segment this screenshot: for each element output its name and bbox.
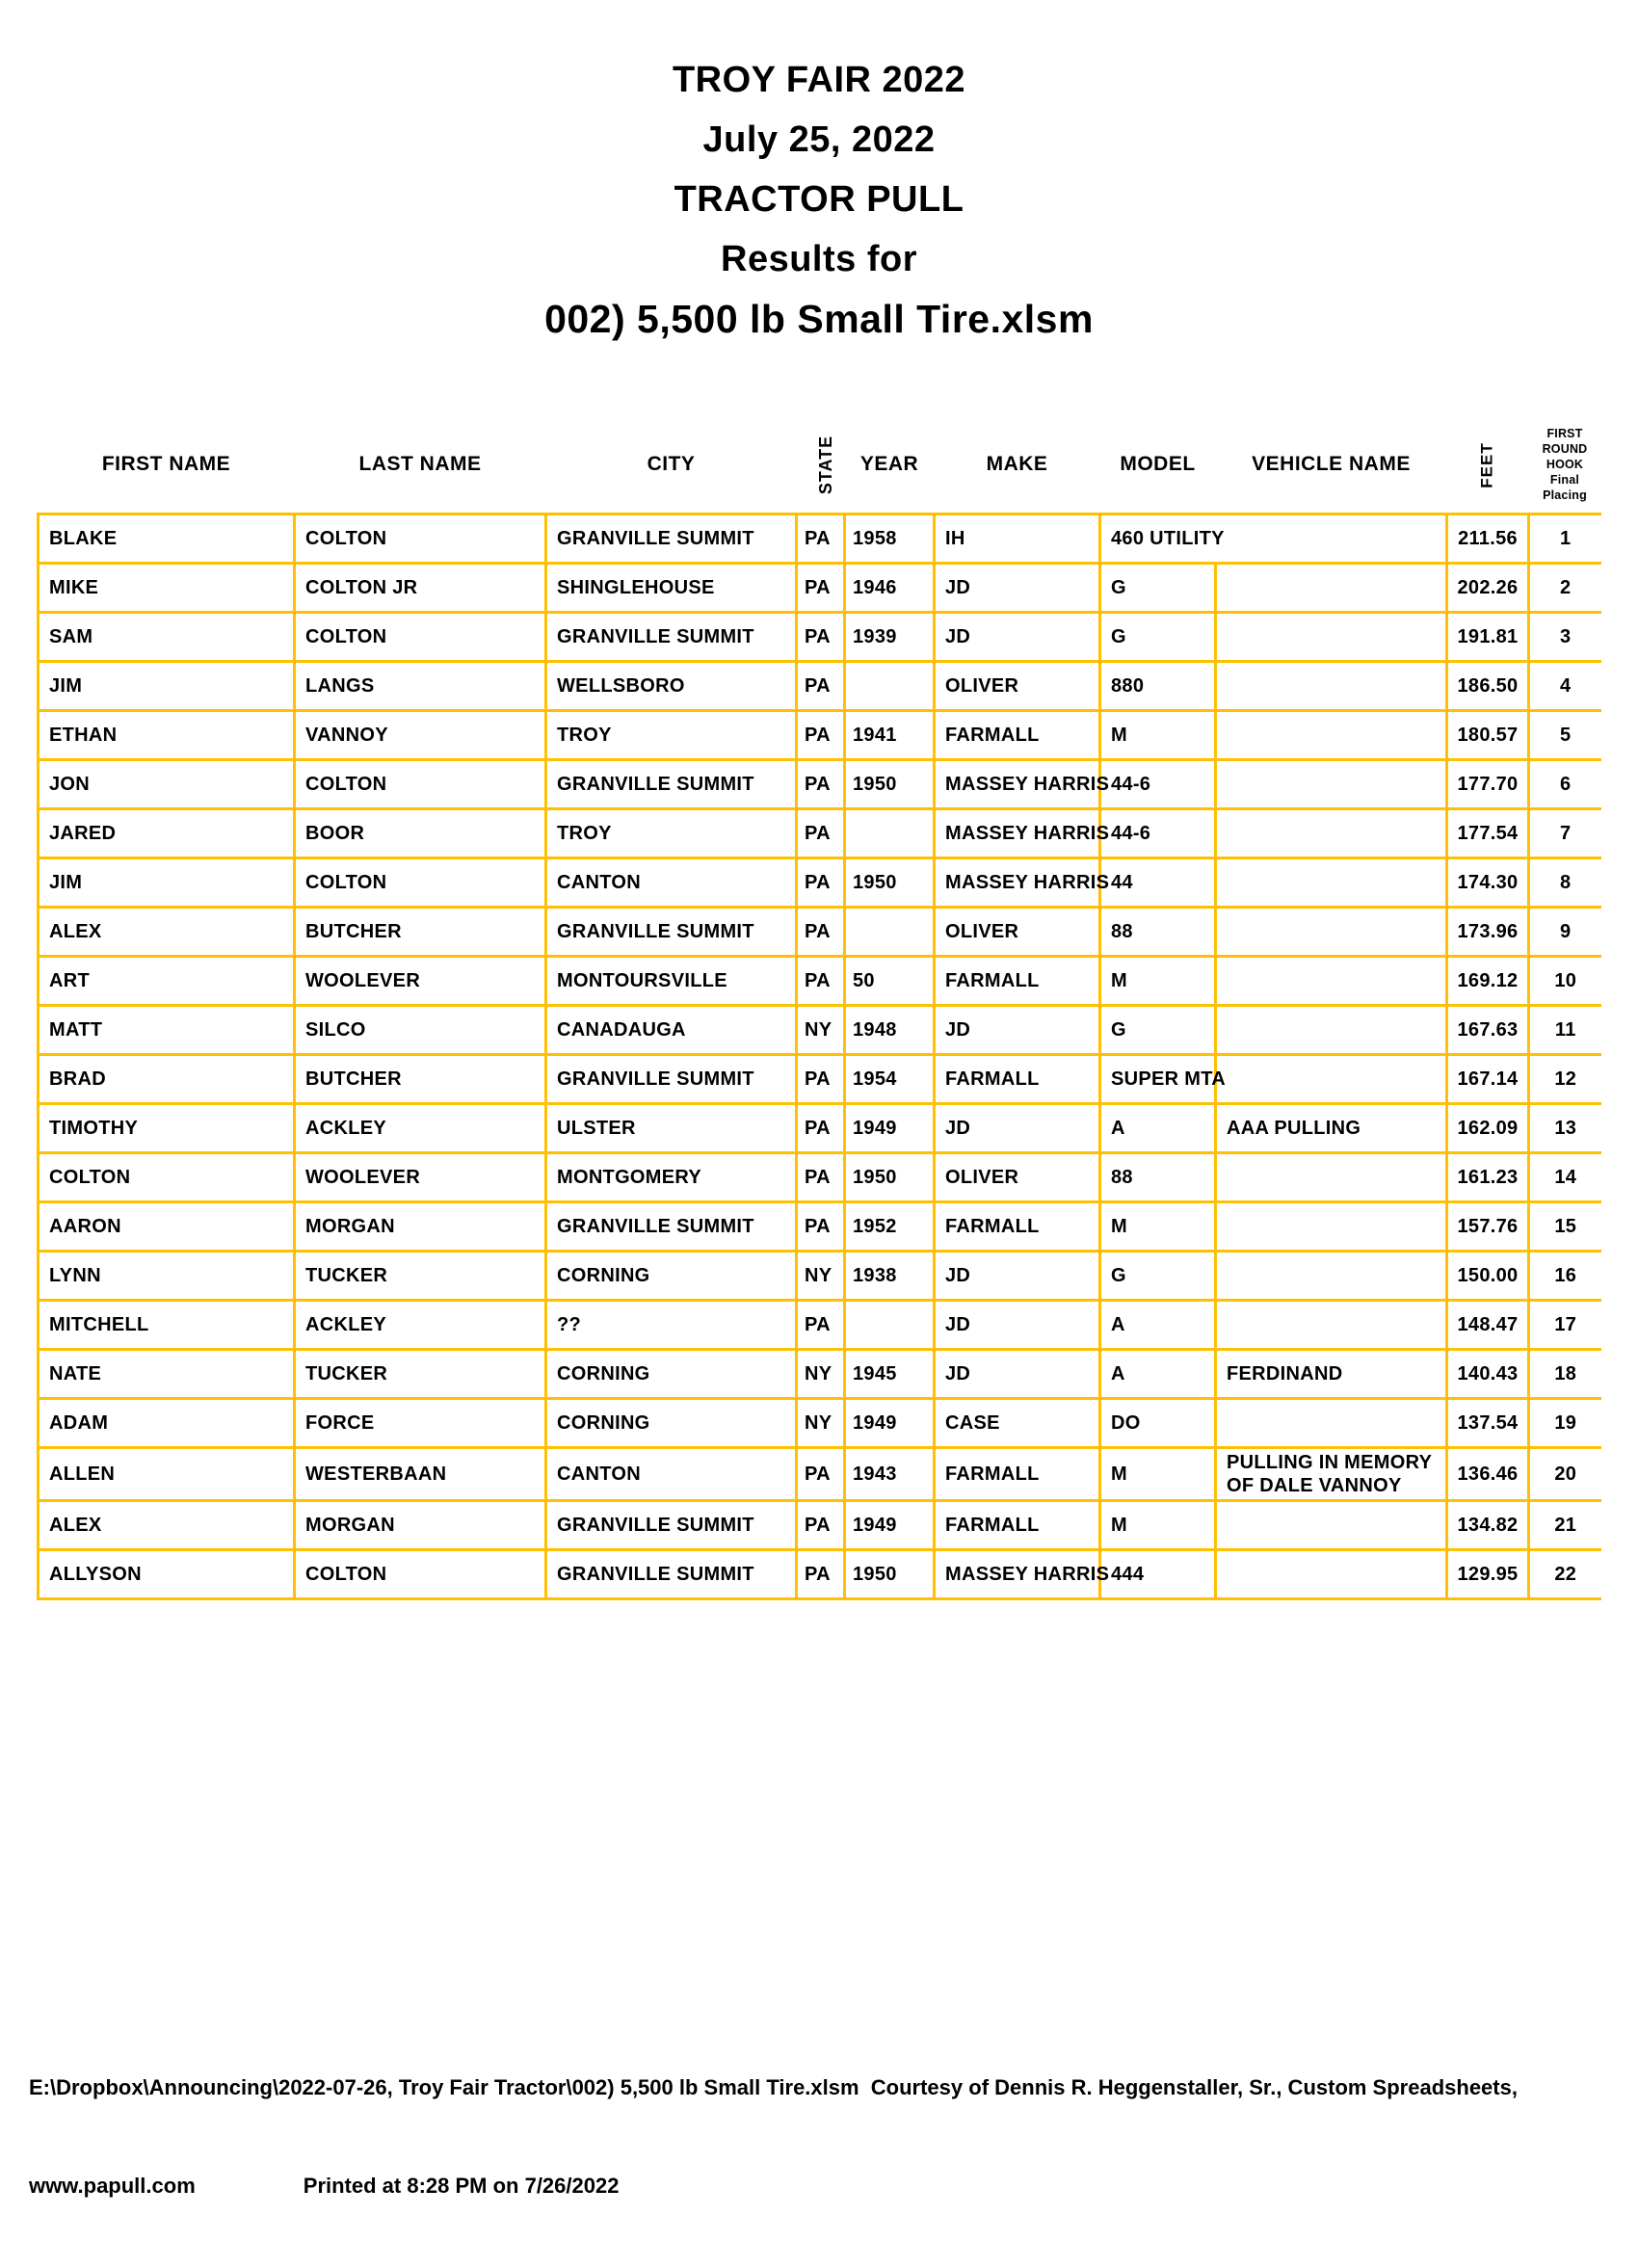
cell-model: 44-6 [1100, 760, 1216, 809]
cell-last: WOOLEVER [295, 957, 546, 1006]
results-table-wrap [37, 416, 1601, 1600]
cell-vehicle [1216, 1501, 1447, 1550]
cell-state: PA [797, 858, 845, 908]
cell-city: GRANVILLE SUMMIT [546, 1501, 797, 1550]
title-class-file: 002) 5,500 lb Small Tire.xlsm [544, 297, 1094, 341]
title-block [0, 50, 1638, 349]
cell-make: FARMALL [935, 1501, 1100, 1550]
cell-place: 22 [1529, 1550, 1601, 1599]
cell-feet: 162.09 [1447, 1104, 1529, 1153]
title-category: TRACTOR PULL [674, 179, 964, 220]
cell-city: GRANVILLE SUMMIT [546, 514, 797, 564]
cell-feet: 167.14 [1447, 1055, 1529, 1104]
cell-make: FARMALL [935, 1448, 1100, 1501]
cell-city: CANTON [546, 858, 797, 908]
cell-last: WOOLEVER [295, 1153, 546, 1202]
cell-model: M [1100, 1501, 1216, 1550]
cell-state: PA [797, 908, 845, 957]
cell-place: 16 [1529, 1252, 1601, 1301]
cell-make: OLIVER [935, 1153, 1100, 1202]
cell-make: FARMALL [935, 957, 1100, 1006]
cell-vehicle [1216, 1399, 1447, 1448]
cell-year: 50 [845, 957, 935, 1006]
cell-year [845, 908, 935, 957]
cell-make: MASSEY HARRIS [935, 809, 1100, 858]
cell-state: PA [797, 760, 845, 809]
cell-city: GRANVILLE SUMMIT [546, 760, 797, 809]
cell-place: 17 [1529, 1301, 1601, 1350]
cell-feet: 191.81 [1447, 613, 1529, 662]
cell-make: OLIVER [935, 662, 1100, 711]
cell-make: IH [935, 514, 1100, 564]
cell-place: 6 [1529, 760, 1601, 809]
col-header-vehicle-name: VEHICLE NAME [1252, 453, 1411, 475]
cell-year: 1941 [845, 711, 935, 760]
state-vertical-label: STATE [815, 435, 835, 495]
cell-vehicle [1216, 957, 1447, 1006]
cell-first: ALLYSON [39, 1550, 295, 1599]
cell-state: PA [797, 1448, 845, 1501]
cell-model: SUPER MTA [1100, 1055, 1216, 1104]
cell-last: COLTON [295, 858, 546, 908]
cell-first: JARED [39, 809, 295, 858]
cell-year: 1950 [845, 1153, 935, 1202]
cell-last: VANNOY [295, 711, 546, 760]
cell-state: NY [797, 1252, 845, 1301]
cell-model: 88 [1100, 1153, 1216, 1202]
table-row [39, 957, 1601, 1006]
cell-place: 21 [1529, 1501, 1601, 1550]
col-header-model: MODEL [1120, 453, 1196, 475]
cell-first: JIM [39, 662, 295, 711]
cell-year: 1952 [845, 1202, 935, 1252]
cell-last: FORCE [295, 1399, 546, 1448]
cell-last: TUCKER [295, 1350, 546, 1399]
cell-feet: 161.23 [1447, 1153, 1529, 1202]
cell-first: AARON [39, 1202, 295, 1252]
cell-first: ART [39, 957, 295, 1006]
cell-year [845, 1301, 935, 1350]
cell-place: 15 [1529, 1202, 1601, 1252]
cell-city: SHINGLEHOUSE [546, 564, 797, 613]
cell-place: 18 [1529, 1350, 1601, 1399]
cell-feet: 148.47 [1447, 1301, 1529, 1350]
cell-model: 44 [1100, 858, 1216, 908]
cell-vehicle [1216, 858, 1447, 908]
cell-vehicle [1216, 613, 1447, 662]
cell-vehicle [1216, 711, 1447, 760]
cell-last: COLTON [295, 1550, 546, 1599]
footer-website: www.papull.com [29, 2174, 196, 2198]
feet-vertical-label: FEET [1477, 442, 1496, 488]
col-header-year: YEAR [859, 453, 919, 475]
cell-place: 9 [1529, 908, 1601, 957]
cell-vehicle [1216, 564, 1447, 613]
cell-vehicle [1216, 1202, 1447, 1252]
cell-year: 1949 [845, 1104, 935, 1153]
cell-year: 1950 [845, 1550, 935, 1599]
table-row [39, 514, 1601, 564]
cell-year: 1949 [845, 1399, 935, 1448]
cell-model: DO [1100, 1399, 1216, 1448]
cell-make: JD [935, 1301, 1100, 1350]
cell-last: COLTON [295, 613, 546, 662]
col-header-make: MAKE [986, 453, 1048, 475]
cell-vehicle [1216, 1252, 1447, 1301]
footer-file-path: E:\Dropbox\Announcing\2022-07-26, Troy Fair Tractor\002) 5,500 lb Small Tire.xlsm Courtesy of Dennis R. Heggenstaller, Sr., Custom Spreadsheets, [29, 2075, 1518, 2099]
cell-last: TUCKER [295, 1252, 546, 1301]
table-row [39, 1501, 1601, 1550]
cell-last: MORGAN [295, 1501, 546, 1550]
cell-year: 1954 [845, 1055, 935, 1104]
cell-model: A [1100, 1350, 1216, 1399]
cell-city: CORNING [546, 1252, 797, 1301]
cell-place: 11 [1529, 1006, 1601, 1055]
table-row [39, 613, 1601, 662]
col-header-state [797, 416, 845, 514]
cell-year: 1938 [845, 1252, 935, 1301]
cell-first: ALLEN [39, 1448, 295, 1501]
cell-model: G [1100, 564, 1216, 613]
cell-first: MITCHELL [39, 1301, 295, 1350]
cell-state: PA [797, 1153, 845, 1202]
cell-state: PA [797, 809, 845, 858]
cell-city: TROY [546, 711, 797, 760]
cell-city: MONTGOMERY [546, 1153, 797, 1202]
table-row [39, 760, 1601, 809]
cell-first: BLAKE [39, 514, 295, 564]
cell-feet: 211.56 [1447, 514, 1529, 564]
footer-printed-at: Printed at 8:28 PM on 7/26/2022 [303, 2174, 620, 2198]
footer [29, 2006, 1619, 2268]
cell-place: 3 [1529, 613, 1601, 662]
cell-first: JON [39, 760, 295, 809]
placing-header-line2: HOOK [1546, 458, 1584, 471]
cell-make: FARMALL [935, 711, 1100, 760]
cell-vehicle: AAA PULLING [1216, 1104, 1447, 1153]
cell-model: 88 [1100, 908, 1216, 957]
col-header-placing [1529, 416, 1601, 514]
cell-place: 8 [1529, 858, 1601, 908]
cell-first: ALEX [39, 908, 295, 957]
cell-make: CASE [935, 1399, 1100, 1448]
cell-city: ?? [546, 1301, 797, 1350]
cell-model: 880 [1100, 662, 1216, 711]
cell-first: SAM [39, 613, 295, 662]
cell-state: PA [797, 514, 845, 564]
cell-vehicle [1216, 1301, 1447, 1350]
table-row [39, 1448, 1601, 1501]
table-row [39, 1252, 1601, 1301]
cell-first: BRAD [39, 1055, 295, 1104]
cell-city: GRANVILLE SUMMIT [546, 613, 797, 662]
cell-city: CORNING [546, 1350, 797, 1399]
cell-year [845, 662, 935, 711]
cell-vehicle [1216, 1153, 1447, 1202]
table-row [39, 1055, 1601, 1104]
table-row [39, 1104, 1601, 1153]
cell-feet: 169.12 [1447, 957, 1529, 1006]
cell-last: COLTON [295, 514, 546, 564]
cell-make: OLIVER [935, 908, 1100, 957]
cell-model: A [1100, 1104, 1216, 1153]
cell-model: 460 UTILITY [1100, 514, 1447, 564]
cell-model: M [1100, 1202, 1216, 1252]
cell-vehicle [1216, 760, 1447, 809]
cell-year: 1939 [845, 613, 935, 662]
cell-year: 1945 [845, 1350, 935, 1399]
cell-first: LYNN [39, 1252, 295, 1301]
cell-year: 1950 [845, 760, 935, 809]
table-row [39, 662, 1601, 711]
header-row [39, 416, 1601, 514]
cell-feet: 134.82 [1447, 1501, 1529, 1550]
cell-feet: 180.57 [1447, 711, 1529, 760]
cell-make: FARMALL [935, 1202, 1100, 1252]
cell-place: 4 [1529, 662, 1601, 711]
cell-model: G [1100, 1006, 1216, 1055]
results-table [37, 416, 1601, 1600]
cell-make: JD [935, 1104, 1100, 1153]
cell-state: PA [797, 957, 845, 1006]
cell-make: MASSEY HARRIS [935, 760, 1100, 809]
cell-vehicle [1216, 1006, 1447, 1055]
cell-year: 1946 [845, 564, 935, 613]
cell-state: PA [797, 1055, 845, 1104]
title-results-for: Results for [721, 239, 917, 279]
cell-make: MASSEY HARRIS [935, 858, 1100, 908]
cell-year: 1948 [845, 1006, 935, 1055]
cell-feet: 136.46 [1447, 1448, 1529, 1501]
cell-state: PA [797, 1301, 845, 1350]
cell-last: COLTON JR [295, 564, 546, 613]
cell-city: TROY [546, 809, 797, 858]
table-row [39, 564, 1601, 613]
cell-feet: 140.43 [1447, 1350, 1529, 1399]
cell-vehicle [1216, 1055, 1447, 1104]
cell-city: CANTON [546, 1448, 797, 1501]
cell-last: ACKLEY [295, 1104, 546, 1153]
cell-first: TIMOTHY [39, 1104, 295, 1153]
cell-last: MORGAN [295, 1202, 546, 1252]
cell-make: FARMALL [935, 1055, 1100, 1104]
cell-place: 20 [1529, 1448, 1601, 1501]
cell-feet: 157.76 [1447, 1202, 1529, 1252]
cell-first: MATT [39, 1006, 295, 1055]
col-header-city: CITY [647, 453, 696, 475]
cell-last: LANGS [295, 662, 546, 711]
cell-make: JD [935, 564, 1100, 613]
cell-vehicle: PULLING IN MEMORY OF DALE VANNOY [1216, 1448, 1447, 1501]
cell-state: PA [797, 1104, 845, 1153]
cell-city: GRANVILLE SUMMIT [546, 1055, 797, 1104]
results-tbody [39, 514, 1601, 1599]
cell-vehicle [1216, 809, 1447, 858]
col-header-feet [1447, 416, 1529, 514]
cell-last: BUTCHER [295, 1055, 546, 1104]
cell-vehicle [1216, 662, 1447, 711]
cell-last: COLTON [295, 760, 546, 809]
cell-year: 1943 [845, 1448, 935, 1501]
cell-model: G [1100, 613, 1216, 662]
cell-state: PA [797, 564, 845, 613]
cell-state: PA [797, 1501, 845, 1550]
cell-make: JD [935, 613, 1100, 662]
cell-first: COLTON [39, 1153, 295, 1202]
cell-feet: 174.30 [1447, 858, 1529, 908]
cell-place: 7 [1529, 809, 1601, 858]
cell-place: 2 [1529, 564, 1601, 613]
cell-place: 10 [1529, 957, 1601, 1006]
cell-state: NY [797, 1399, 845, 1448]
cell-last: BOOR [295, 809, 546, 858]
cell-year [845, 809, 935, 858]
cell-make: JD [935, 1350, 1100, 1399]
cell-state: NY [797, 1350, 845, 1399]
cell-city: GRANVILLE SUMMIT [546, 1550, 797, 1599]
cell-first: NATE [39, 1350, 295, 1399]
cell-model: A [1100, 1301, 1216, 1350]
cell-feet: 129.95 [1447, 1550, 1529, 1599]
cell-year: 1950 [845, 858, 935, 908]
table-row [39, 908, 1601, 957]
cell-feet: 202.26 [1447, 564, 1529, 613]
cell-place: 1 [1529, 514, 1601, 564]
cell-city: ULSTER [546, 1104, 797, 1153]
cell-model: 444 [1100, 1550, 1216, 1599]
cell-model: M [1100, 1448, 1216, 1501]
cell-first: ALEX [39, 1501, 295, 1550]
cell-place: 14 [1529, 1153, 1601, 1202]
cell-last: SILCO [295, 1006, 546, 1055]
cell-make: JD [935, 1006, 1100, 1055]
cell-feet: 186.50 [1447, 662, 1529, 711]
table-row [39, 858, 1601, 908]
cell-vehicle [1216, 908, 1447, 957]
cell-last: WESTERBAAN [295, 1448, 546, 1501]
table-row [39, 711, 1601, 760]
col-header-first-name: FIRST NAME [101, 453, 231, 475]
placing-header-line3: Final Placing [1543, 473, 1587, 502]
cell-state: PA [797, 1202, 845, 1252]
cell-city: GRANVILLE SUMMIT [546, 1202, 797, 1252]
title-event: TROY FAIR 2022 [672, 60, 966, 100]
cell-feet: 177.70 [1447, 760, 1529, 809]
cell-city: CANADAUGA [546, 1006, 797, 1055]
cell-year: 1949 [845, 1501, 935, 1550]
cell-last: ACKLEY [295, 1301, 546, 1350]
cell-state: PA [797, 711, 845, 760]
cell-model: M [1100, 711, 1216, 760]
cell-state: PA [797, 613, 845, 662]
cell-first: MIKE [39, 564, 295, 613]
cell-make: JD [935, 1252, 1100, 1301]
cell-feet: 137.54 [1447, 1399, 1529, 1448]
cell-state: NY [797, 1006, 845, 1055]
cell-model: G [1100, 1252, 1216, 1301]
cell-city: CORNING [546, 1399, 797, 1448]
cell-first: ETHAN [39, 711, 295, 760]
cell-make: MASSEY HARRIS [935, 1550, 1100, 1599]
table-row [39, 1301, 1601, 1350]
cell-first: ADAM [39, 1399, 295, 1448]
table-row [39, 1006, 1601, 1055]
cell-vehicle: FERDINAND [1216, 1350, 1447, 1399]
cell-year: 1958 [845, 514, 935, 564]
cell-place: 19 [1529, 1399, 1601, 1448]
cell-feet: 150.00 [1447, 1252, 1529, 1301]
cell-city: GRANVILLE SUMMIT [546, 908, 797, 957]
table-row [39, 809, 1601, 858]
cell-feet: 177.54 [1447, 809, 1529, 858]
cell-model: 44-6 [1100, 809, 1216, 858]
placing-header-line1: FIRST ROUND [1542, 427, 1588, 456]
col-header-last-name: LAST NAME [358, 453, 482, 475]
table-row [39, 1153, 1601, 1202]
cell-state: PA [797, 662, 845, 711]
cell-model: M [1100, 957, 1216, 1006]
table-row [39, 1399, 1601, 1448]
cell-city: MONTOURSVILLE [546, 957, 797, 1006]
cell-feet: 173.96 [1447, 908, 1529, 957]
table-row [39, 1350, 1601, 1399]
table-row [39, 1550, 1601, 1599]
cell-last: BUTCHER [295, 908, 546, 957]
cell-place: 5 [1529, 711, 1601, 760]
cell-first: JIM [39, 858, 295, 908]
cell-place: 13 [1529, 1104, 1601, 1153]
cell-place: 12 [1529, 1055, 1601, 1104]
title-date: July 25, 2022 [702, 119, 936, 160]
cell-vehicle [1216, 1550, 1447, 1599]
footer-second-line [29, 2170, 1619, 2202]
table-row [39, 1202, 1601, 1252]
cell-city: WELLSBORO [546, 662, 797, 711]
cell-feet: 167.63 [1447, 1006, 1529, 1055]
cell-state: PA [797, 1550, 845, 1599]
